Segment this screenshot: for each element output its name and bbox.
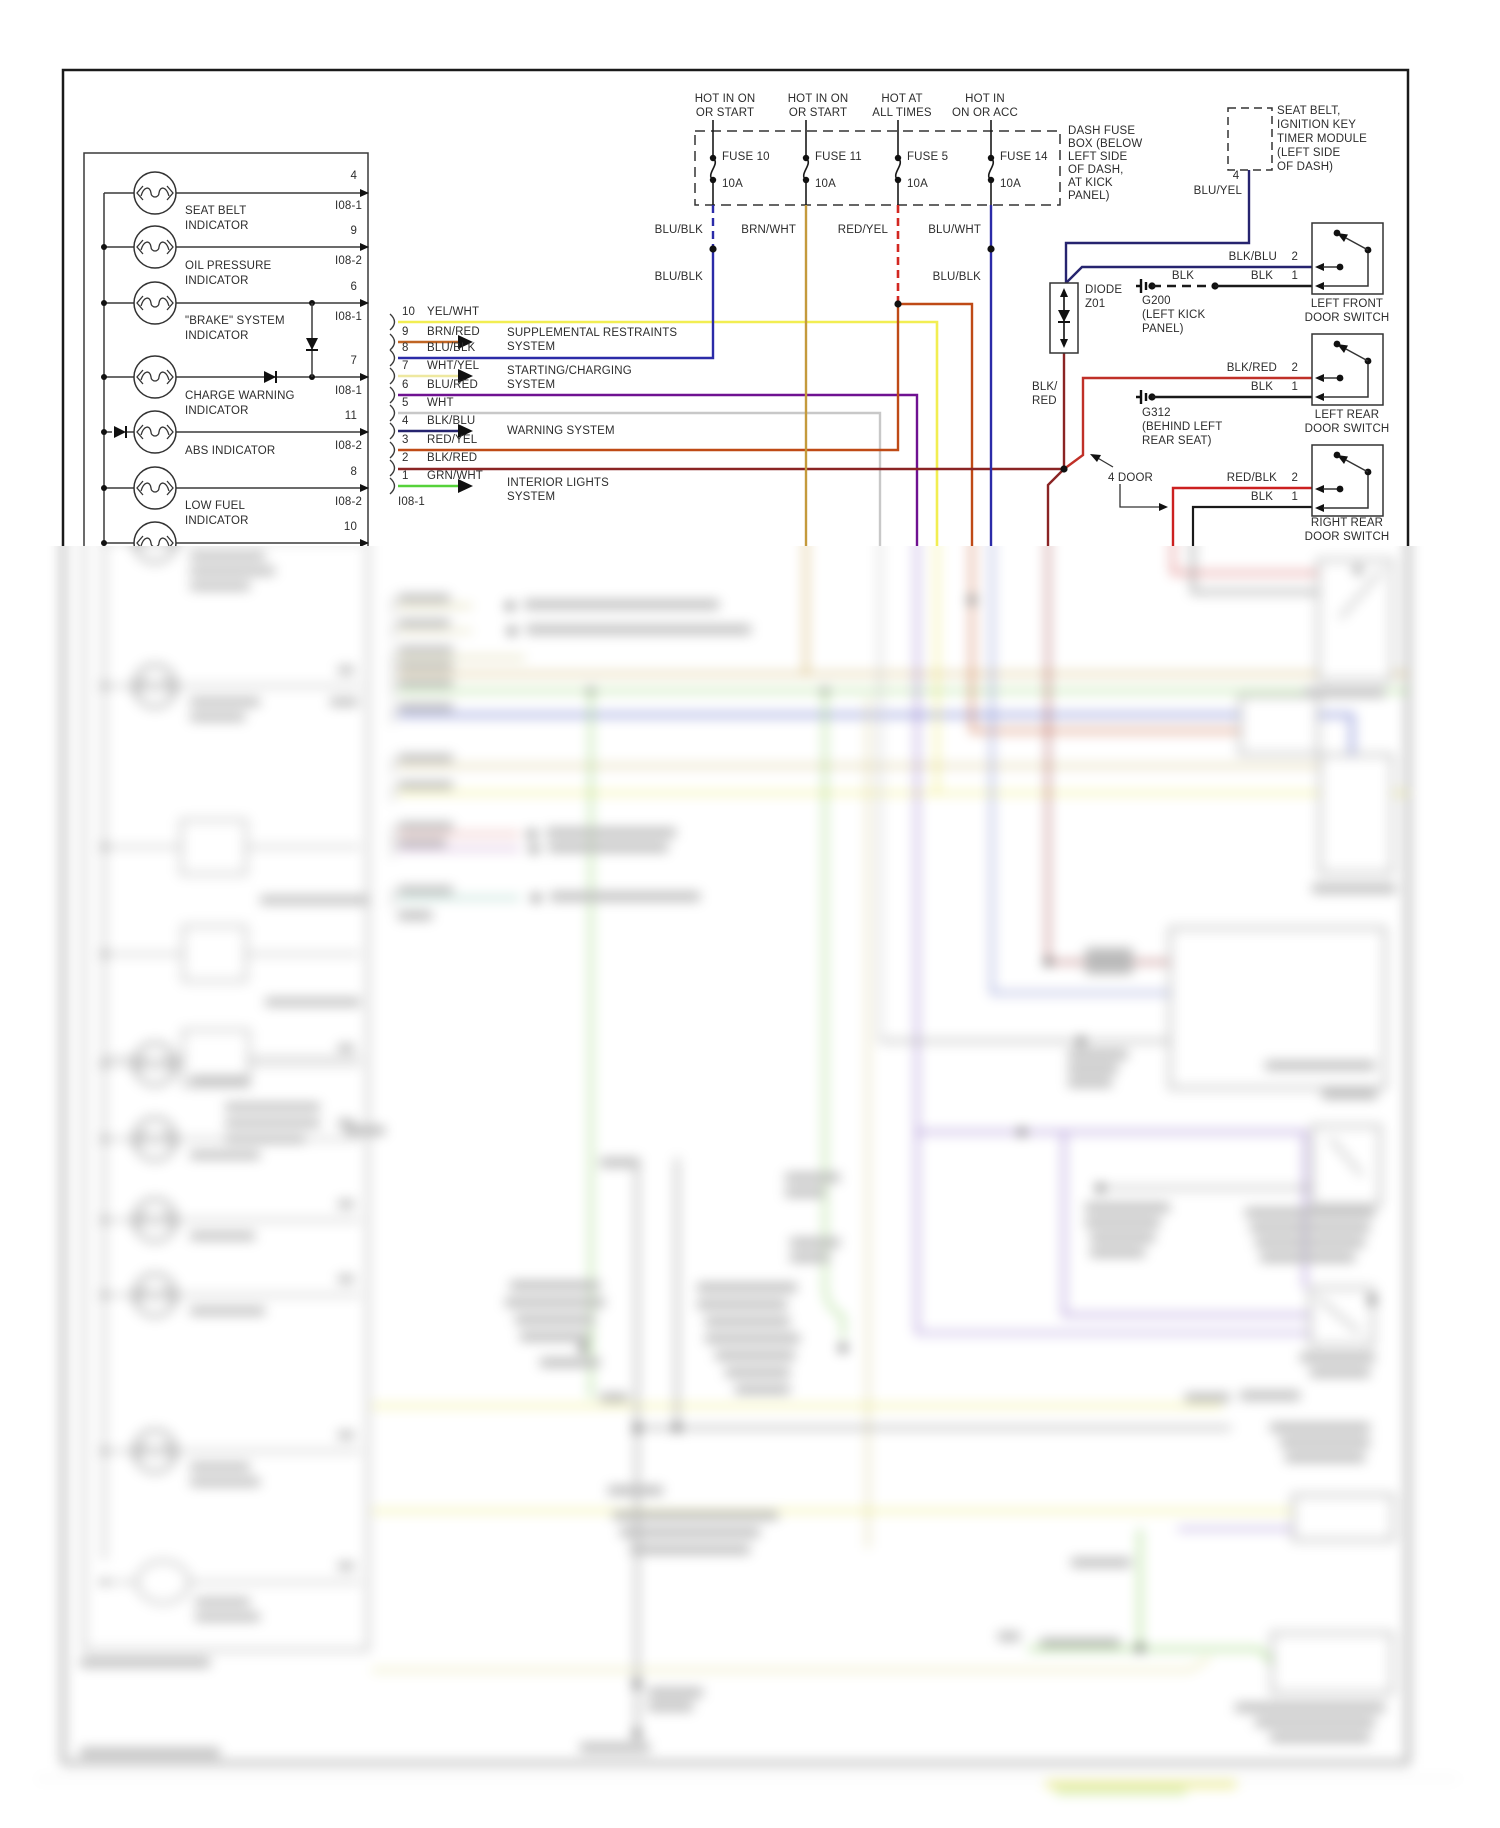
switch-name: DOOR SWITCH [1304, 312, 1390, 324]
connector-ref: I08-2 [335, 440, 362, 452]
pin-number: 2 [1291, 472, 1298, 484]
system-label: WARNING SYSTEM [507, 425, 615, 437]
fuse-rating: 10A [907, 178, 928, 190]
connector-ref: I08-2 [335, 255, 362, 267]
fuse-rating: 10A [815, 178, 836, 190]
hot-label: HOT IN ON [694, 93, 756, 105]
pin-number: 2 [1291, 251, 1298, 263]
pin-num: 1 [402, 470, 409, 482]
connector-ref: I08-1 [335, 385, 362, 397]
indicator-label: LOW FUEL [185, 500, 245, 512]
wire-color-label: BLK [1250, 381, 1274, 393]
pin-num: 4 [402, 415, 409, 427]
switch-name: LEFT FRONT [1310, 298, 1384, 310]
module-label: SEAT BELT, [1277, 105, 1341, 117]
switch-name: DOOR SWITCH [1304, 531, 1390, 543]
fuse-name: FUSE 10 [722, 151, 770, 163]
charge-indicator-bulb-icon [134, 356, 176, 398]
module-pin: 4 [1232, 170, 1240, 182]
left-front-door-switch-symbol [1312, 223, 1383, 294]
pin-num: 6 [402, 379, 409, 391]
g312-ground-symbol [1136, 390, 1312, 404]
fuse-name: FUSE 11 [815, 151, 862, 163]
ground-label: G200 [1142, 295, 1171, 307]
indicator-label: OIL PRESSURE [185, 260, 272, 272]
diode-label: DIODE [1085, 284, 1123, 296]
pin-color: BLK/RED [427, 452, 478, 464]
pin-color: WHT [427, 397, 454, 409]
indicator-label: "BRAKE" SYSTEM [185, 315, 285, 327]
indicator-label: ABS INDICATOR [185, 445, 276, 457]
seat-belt-indicator-bulb-icon [134, 172, 176, 214]
wire-color-label: BLU/WHT [928, 224, 981, 236]
wire-color-label: BLU/BLK [654, 271, 703, 283]
pin-num: 3 [402, 434, 409, 446]
g200-ground-symbol [1136, 279, 1312, 293]
module-label: OF DASH) [1277, 161, 1334, 173]
wire-color-label: BLK/RED [1226, 362, 1277, 374]
fuse-box-note: AT KICK [1068, 177, 1113, 189]
hot-label: HOT AT [881, 93, 923, 105]
fuse-name: FUSE 14 [1000, 151, 1048, 163]
indicator-label: INDICATOR [185, 275, 249, 287]
wire-color-label: RED/YEL [837, 224, 888, 236]
ground-label: PANEL) [1142, 323, 1184, 335]
module-label: (LEFT SIDE [1277, 147, 1341, 159]
connector-ref: I08-1 [335, 311, 362, 323]
ground-label: G312 [1142, 407, 1171, 419]
pin-number: 1 [1291, 491, 1298, 503]
pin-color: BLU/BLK [427, 342, 476, 354]
fuse-box-note: PANEL) [1068, 190, 1110, 202]
hot-label: HOT IN ON [787, 93, 849, 105]
cluster-pin: 10 [343, 521, 357, 533]
wire-color-label: RED [1032, 395, 1057, 407]
blurred-lower-diagram [0, 546, 1500, 1828]
fuse-name: FUSE 5 [907, 151, 949, 163]
hot-label: ALL TIMES [872, 107, 932, 119]
system-label: SUPPLEMENTAL RESTRAINTS [507, 327, 678, 339]
pin-num: 5 [402, 397, 409, 409]
pin-num: 9 [402, 326, 409, 338]
seat-belt-timer-module-box [1228, 108, 1272, 170]
hot-label: ON OR ACC [952, 107, 1018, 119]
wire-color-label: BRN/WHT [741, 224, 796, 236]
pin-number: 1 [1291, 270, 1298, 282]
pin-num: 10 [402, 306, 416, 318]
cluster-pin: 7 [350, 355, 357, 367]
cluster-pin: 9 [350, 225, 357, 237]
low-fuel-indicator-bulb-icon [134, 467, 176, 509]
fuse-rating: 10A [1000, 178, 1021, 190]
connector-ref: I08-2 [335, 496, 362, 508]
ground-label: (BEHIND LEFT [1142, 421, 1223, 433]
fuse-box-note: DASH FUSE [1068, 125, 1136, 137]
blurred-linework [40, 546, 1460, 1794]
ground-label: REAR SEAT) [1142, 435, 1212, 447]
switch-name: RIGHT REAR [1310, 517, 1384, 529]
fuse-rating: 10A [722, 178, 743, 190]
connector-i08-symbols [390, 314, 395, 494]
indicator-label: INDICATOR [185, 330, 249, 342]
wire-color-label: BLK [1171, 270, 1195, 282]
diode-label: Z01 [1085, 298, 1106, 310]
cluster-pin: 8 [350, 466, 357, 478]
pin-color: GRN/WHT [427, 470, 483, 482]
pin-num: 7 [402, 360, 409, 372]
pin-color: BLK/BLU [427, 415, 476, 427]
indicator-label: SEAT BELT [185, 205, 247, 217]
hot-label: OR START [788, 107, 848, 119]
indicator-label: INDICATOR [185, 405, 249, 417]
pin-color: YEL/WHT [427, 306, 480, 318]
wire-color-label: BLK/ [1032, 381, 1058, 393]
indicator-label: INDICATOR [185, 515, 249, 527]
module-label: IGNITION KEY [1277, 119, 1357, 131]
connector-ref: I08-1 [335, 200, 362, 212]
indicator-label: CHARGE WARNING [185, 390, 295, 402]
wire-color-label: BLK/BLU [1228, 251, 1277, 263]
wire-color-label: BLU/BLK [932, 271, 981, 283]
system-label: SYSTEM [507, 379, 556, 391]
module-label: TIMER MODULE [1277, 133, 1367, 145]
diode-z01-symbol [1050, 283, 1078, 353]
wire-color-label: RED/BLK [1226, 472, 1277, 484]
oil-pressure-indicator-bulb-icon [134, 226, 176, 268]
diagram-frame [63, 70, 1408, 546]
cluster-pin: 11 [344, 410, 357, 422]
fuse-box-note: BOX (BELOW [1068, 138, 1143, 150]
fuse-box-note: LEFT SIDE [1068, 151, 1128, 163]
right-rear-door-switch-symbol [1312, 445, 1383, 516]
hot-label: OR START [695, 107, 755, 119]
system-label: SYSTEM [507, 491, 556, 503]
wire-color-label: BLU/YEL [1193, 185, 1242, 197]
fuse-box-note: OF DASH, [1068, 164, 1124, 176]
blurred-region-clip [0, 546, 1500, 1828]
pin-color: WHT/YEL [427, 360, 480, 372]
cluster-pin: 6 [350, 281, 357, 293]
switch-name: DOOR SWITCH [1304, 423, 1390, 435]
pin-color: RED/YEL [427, 434, 478, 446]
system-label: STARTING/CHARGING [507, 365, 632, 377]
pin-num: 2 [402, 452, 409, 464]
ground-label: (LEFT KICK [1142, 309, 1206, 321]
four-door-label: 4 DOOR [1108, 472, 1153, 484]
switch-name: LEFT REAR [1314, 409, 1380, 421]
pin-number: 1 [1291, 381, 1298, 393]
cluster-pin: 4 [350, 170, 357, 182]
pin-number: 2 [1291, 362, 1298, 374]
hot-label: HOT IN [965, 93, 1005, 105]
brake-indicator-bulb-icon [134, 282, 176, 324]
pin-color: BRN/RED [427, 326, 480, 338]
pin-num: 8 [402, 342, 409, 354]
system-label: INTERIOR LIGHTS [507, 477, 609, 489]
indicator-label: INDICATOR [185, 220, 249, 232]
wire-color-label: BLK [1250, 491, 1274, 503]
wire-color-label: BLU/BLK [654, 224, 703, 236]
abs-indicator-bulb-icon [134, 411, 176, 453]
left-rear-door-switch-symbol [1312, 334, 1383, 405]
pin-color: BLU/RED [427, 379, 478, 391]
connector-ref: I08-1 [398, 496, 425, 508]
system-label: SYSTEM [507, 341, 556, 353]
wire-color-label: BLK [1250, 270, 1274, 282]
